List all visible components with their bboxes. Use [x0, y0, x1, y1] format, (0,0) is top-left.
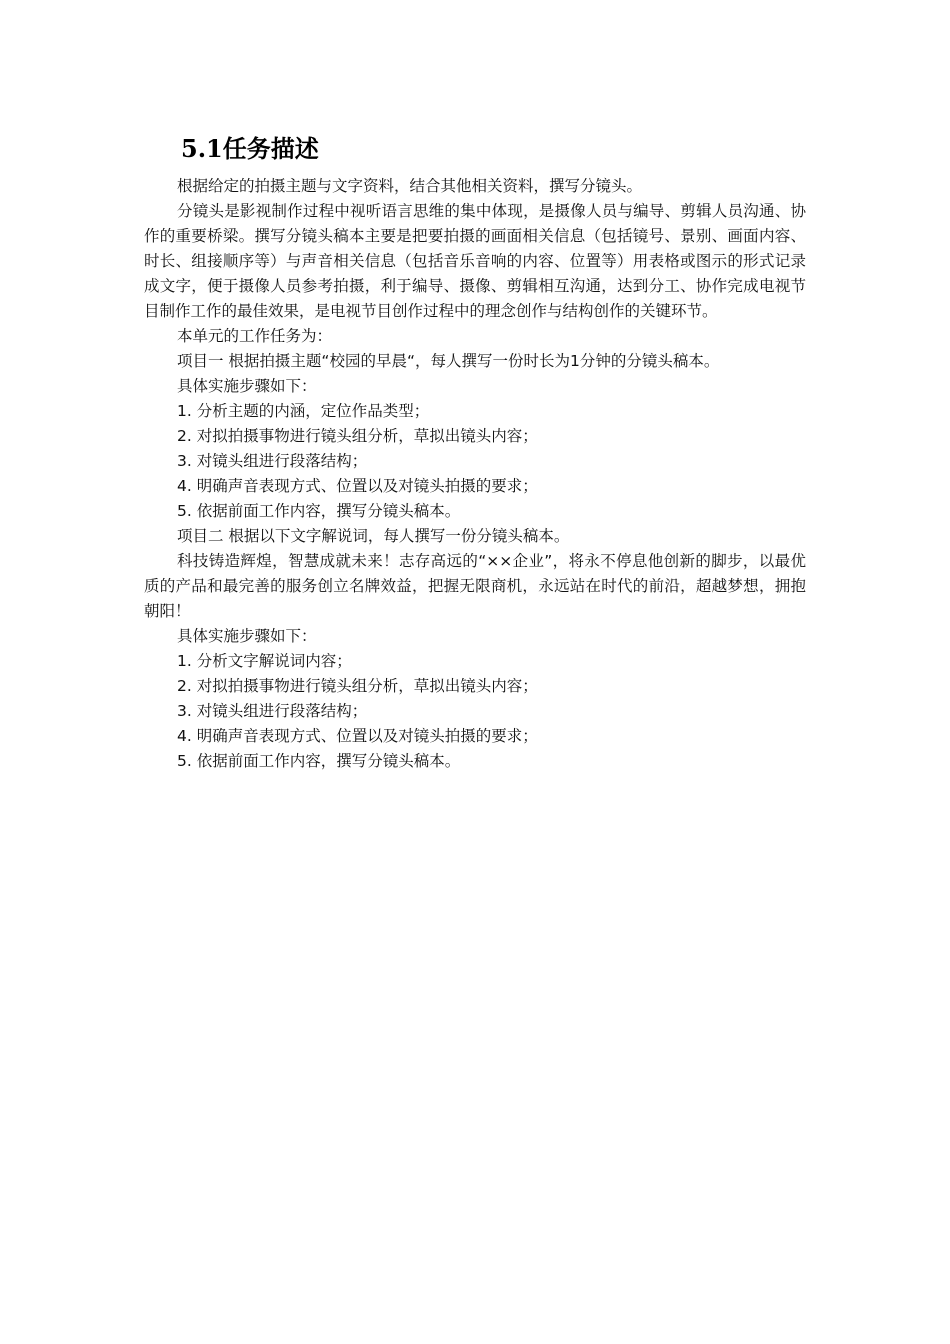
project2-step-5: 5. 依据前面工作内容，撰写分镜头稿本。	[177, 752, 461, 770]
project2-step-1: 1. 分析文字解说词内容；	[177, 652, 352, 670]
definition-paragraph: 分镜头是影视制作过程中视听语言思维的集中体现，是摄像人员与编导、剪辑人员沟通、协作的重要桥梁。撰写分镜头稿本主要是把要拍摄的画面相关信息（包括镜号、景别、画面内容、时长、组接顺序等）与声音相关信息（包括音乐音响的内容、位置等）用表格或图示的形式记录成文字，便于摄像人员参考拍摄，利于编导、摄像、剪辑相互沟通，达到分工、协作完成电视节目制作工作的最佳效果，是电视节目创作过程中的理念创作与结构创作的关键环节。	[144, 202, 806, 320]
project1-step-3: 3. 对镜头组进行段落结构；	[177, 452, 368, 470]
project1-steps-label: 具体实施步骤如下：	[177, 377, 317, 395]
project1-step-4: 4. 明确声音表现方式、位置以及对镜头拍摄的要求；	[177, 477, 538, 495]
project1-step-2: 2. 对拟拍摄事物进行镜头组分析，草拟出镜头内容；	[177, 427, 538, 445]
project2-title: 项目二 根据以下文字解说词，每人撰写一份分镜头稿本。	[177, 527, 570, 545]
project1-step-5: 5. 依据前面工作内容，撰写分镜头稿本。	[177, 502, 461, 520]
project2-steps-label: 具体实施步骤如下：	[177, 627, 317, 645]
section-title: 5.1任务描述	[181, 134, 319, 163]
tasks-intro: 本单元的工作任务为：	[177, 327, 333, 345]
document-body	[144, 174, 806, 774]
project2-step-2: 2. 对拟拍摄事物进行镜头组分析，草拟出镜头内容；	[177, 677, 538, 695]
project1-title: 项目一 根据拍摄主题“校园的早晨“，每人撰写一份时长为1分钟的分镜头稿本。	[177, 352, 720, 370]
project2-step-3: 3. 对镜头组进行段落结构；	[177, 702, 368, 720]
intro-paragraph: 根据给定的拍摄主题与文字资料，结合其他相关资料，撰写分镜头。	[177, 177, 643, 195]
project1-step-1: 1. 分析主题的内涵，定位作品类型；	[177, 402, 430, 420]
project2-narration: 科技铸造辉煌，智慧成就未来！志存高远的“××企业”，将永不停息他创新的脚步，以最优质的产品和最完善的服务创立名牌效益，把握无限商机，永远站在时代的前沿，超越梦想，拥抱朝阳！	[144, 552, 806, 620]
project2-step-4: 4. 明确声音表现方式、位置以及对镜头拍摄的要求；	[177, 727, 538, 745]
